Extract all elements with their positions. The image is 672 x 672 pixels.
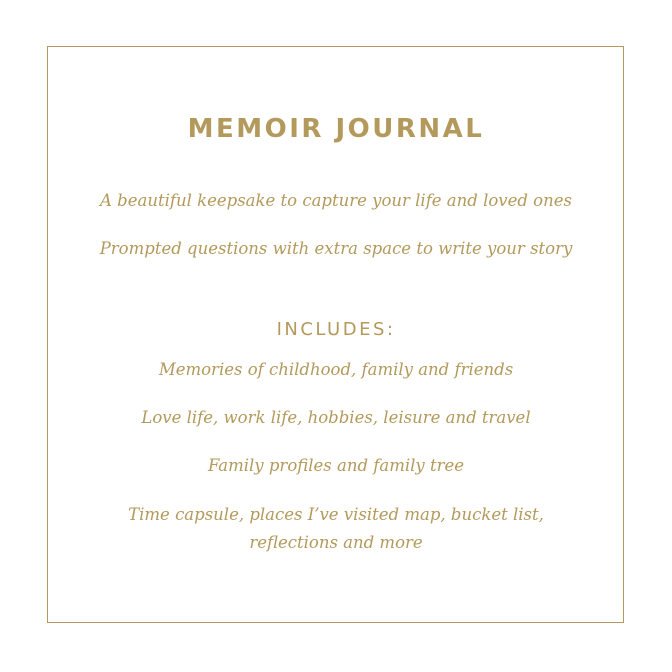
- includes-item-love-life: Love life, work life, hobbies, leisure and travel: [141, 408, 531, 427]
- includes-item-family-profiles: Family profiles and family tree: [207, 456, 465, 475]
- page-title: MEMOIR JOURNAL: [187, 114, 485, 144]
- includes-heading: INCLUDES:: [276, 319, 396, 340]
- includes-item-time-capsule: Time capsule, places I’ve visited map, bucket list,: [128, 505, 544, 524]
- includes-item-reflections: reflections and more: [249, 533, 423, 552]
- includes-item-childhood: Memories of childhood, family and friends: [158, 360, 514, 379]
- tagline-prompted-questions: Prompted questions with extra space to write your story: [99, 239, 573, 258]
- tagline-keepsake: A beautiful keepsake to capture your life and loved ones: [100, 191, 572, 210]
